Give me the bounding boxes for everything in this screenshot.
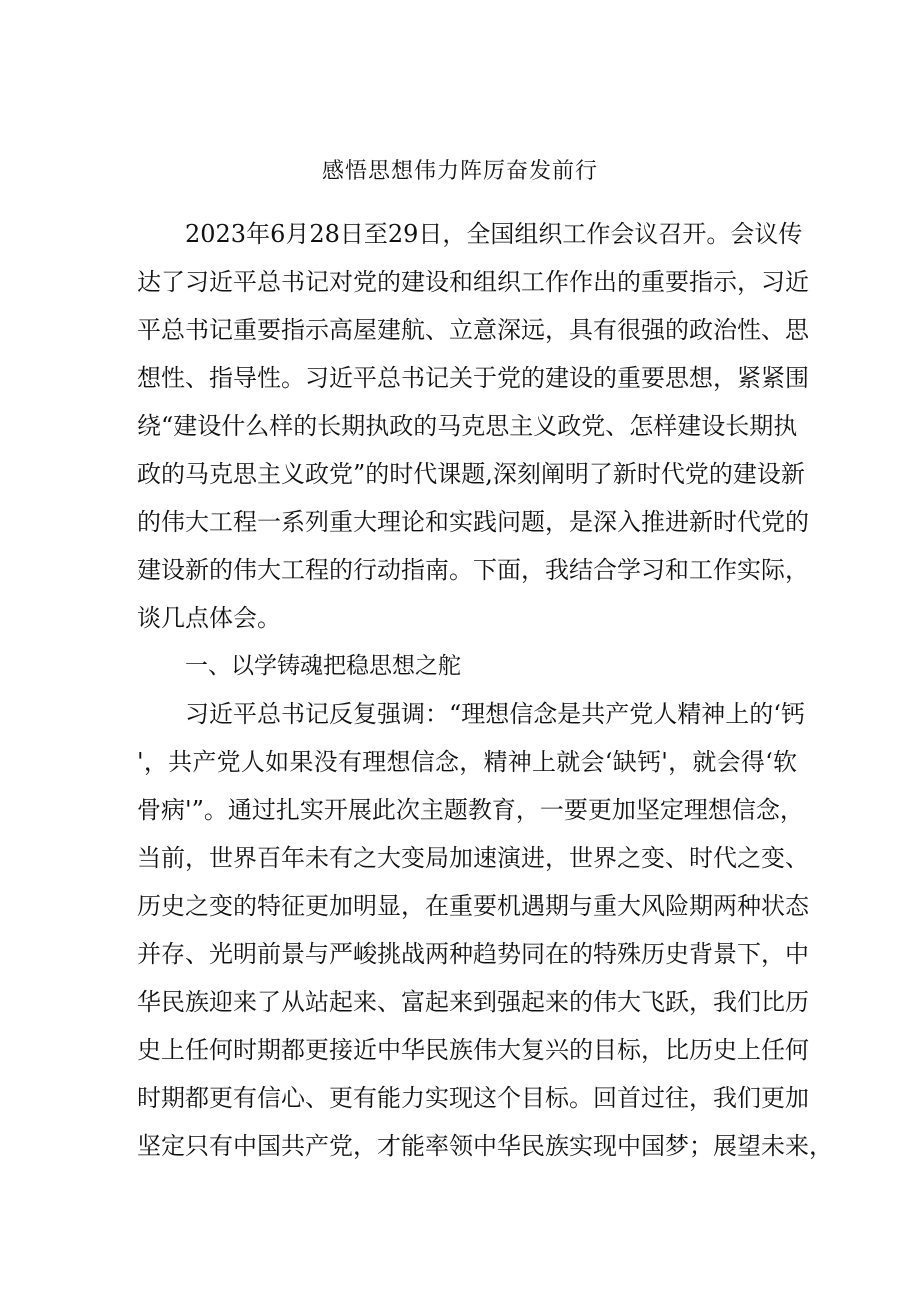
paragraph-2-line: '，共产党人如果没有理想信念，精神上就会‘缺钙'，就会得‘软 (137, 748, 797, 776)
paragraph-2-line: 并存、光明前景与严峻挑战两种趋势同在的特殊历史背景下，中 (137, 940, 809, 968)
paragraph-2-line: 当前，世界百年未有之大变局加速演进，世界之变、时代之变、 (137, 844, 809, 872)
paragraph-2-line: 坚定只有中国共产党，才能率领中华民族实现中国梦；展望未来， (137, 1132, 833, 1160)
paragraph-1-line: 建设新的伟大工程的行动指南。下面，我结合学习和工作实际， (137, 556, 809, 584)
paragraph-1-line: 谈几点体会。 (137, 604, 281, 632)
paragraph-1-line: 政的马克思主义政党”的时代课题,深刻阐明了新时代党的建设新 (137, 460, 805, 488)
paragraph-2-line: 骨病'”。通过扎实开展此次主题教育，一要更加坚定理想信念， (137, 796, 804, 824)
paragraph-2-line: 习近平总书记反复强调：“理想信念是共产党人精神上的‘钙 (185, 700, 805, 728)
paragraph-1-line: 的伟大工程一系列重大理论和实践问题，是深入推进新时代党的 (137, 508, 809, 536)
paragraph-2-line: 史上任何时期都更接近中华民族伟大复兴的目标，比历史上任何 (137, 1036, 809, 1064)
paragraph-1-line: 绕“建设什么样的长期执政的马克思主义政党、怎样建设长期执 (137, 412, 798, 440)
document-title: 感悟思想伟力阵厉奋发前行 (321, 159, 598, 184)
paragraph-1-line: 平总书记重要指示高屋建航、立意深远，具有很强的政治性、思 (137, 316, 809, 344)
paragraph-2-line: 华民族迎来了从站起来、富起来到强起来的伟大飞跃，我们比历 (137, 988, 809, 1016)
paragraph-2-line: 历史之变的特征更加明显，在重要机遇期与重大风险期两种状态 (137, 892, 809, 920)
paragraph-1-line: 2023年6月28日至29日，全国组织工作会议召开。会议传 (185, 220, 803, 248)
section-heading: 一、以学铸魂把稳思想之舵 (185, 653, 461, 679)
paragraph-2-line: 时期都更有信心、更有能力实现这个目标。回首过往，我们更加 (137, 1084, 809, 1112)
paragraph-1-line: 想性、指导性。习近平总书记关于党的建设的重要思想，紧紧围 (137, 364, 809, 392)
paragraph-1-line: 达了习近平总书记对党的建设和组织工作作出的重要指示，习近 (137, 268, 809, 296)
